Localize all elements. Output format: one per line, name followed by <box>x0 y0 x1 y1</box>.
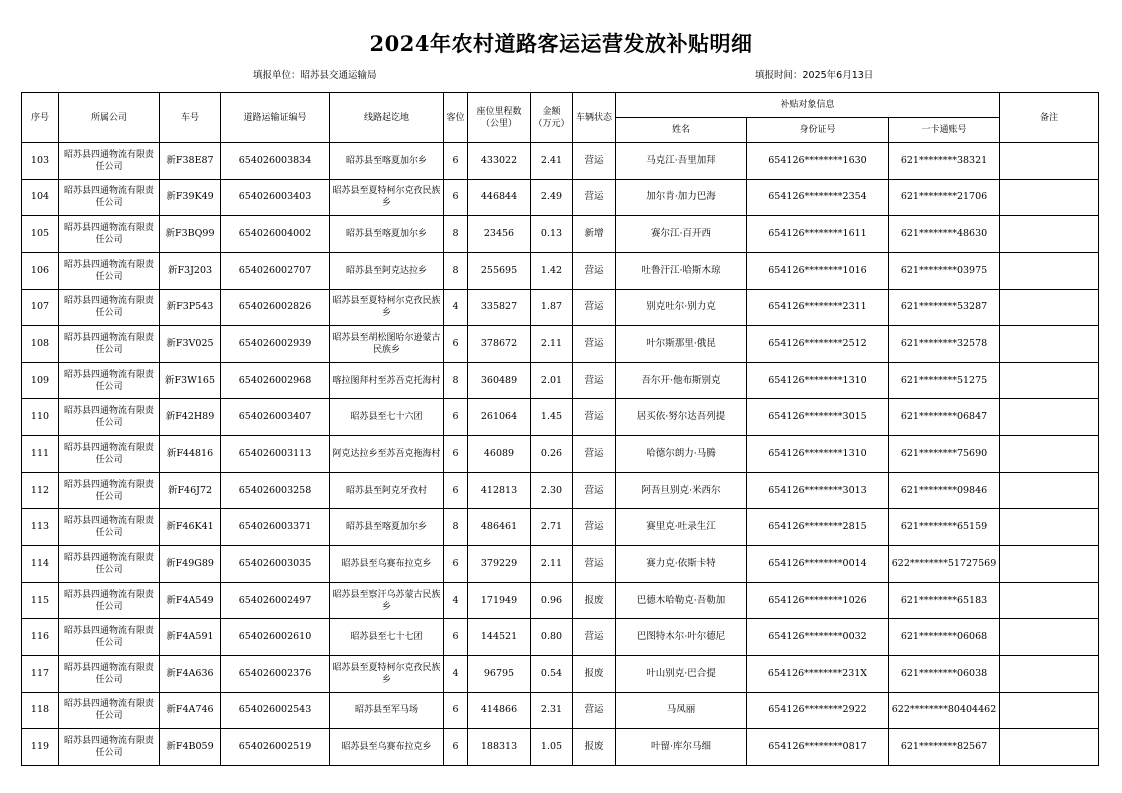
header-seats: 客位 <box>444 93 468 143</box>
cell-status: 营运 <box>573 326 616 363</box>
cell-plate: 新F3BQ99 <box>160 216 221 253</box>
cell-company: 昭苏县四通物流有限责任公司 <box>59 143 160 180</box>
cell-remark <box>1000 729 1099 766</box>
cell-amount: 0.54 <box>531 655 573 692</box>
cell-plate: 新F4A636 <box>160 655 221 692</box>
reporting-unit: 填报单位：昭苏县交通运输局 <box>253 70 377 81</box>
cell-card: 622********80404462 <box>889 692 1000 729</box>
cell-permit: 654026004002 <box>221 216 330 253</box>
cell-company: 昭苏县四通物流有限责任公司 <box>59 436 160 473</box>
cell-plate: 新F49G89 <box>160 546 221 583</box>
cell-remark <box>1000 399 1099 436</box>
cell-seats: 8 <box>444 509 468 546</box>
cell-mileage: 171949 <box>468 582 531 619</box>
cell-status: 报废 <box>573 729 616 766</box>
cell-remark <box>1000 582 1099 619</box>
cell-seq: 105 <box>22 216 59 253</box>
cell-plate: 新F46K41 <box>160 509 221 546</box>
cell-route: 昭苏县至七十六团 <box>330 399 444 436</box>
cell-route: 昭苏县至阿克达拉乡 <box>330 252 444 289</box>
cell-card: 621********82567 <box>889 729 1000 766</box>
cell-permit: 654026002543 <box>221 692 330 729</box>
cell-seq: 113 <box>22 509 59 546</box>
table-header <box>22 93 1099 143</box>
cell-mileage: 412813 <box>468 472 531 509</box>
cell-amount: 2.11 <box>531 546 573 583</box>
header-mileage-line2: （公里） <box>480 118 517 129</box>
cell-mileage: 486461 <box>468 509 531 546</box>
cell-permit: 654026003113 <box>221 436 330 473</box>
cell-id-no: 654126********0014 <box>747 546 889 583</box>
cell-permit: 654026002610 <box>221 619 330 656</box>
cell-plate: 新F3J203 <box>160 252 221 289</box>
cell-id-no: 654126********0817 <box>747 729 889 766</box>
cell-company: 昭苏县四通物流有限责任公司 <box>59 362 160 399</box>
cell-amount: 1.42 <box>531 252 573 289</box>
cell-status: 营运 <box>573 143 616 180</box>
cell-seats: 6 <box>444 326 468 363</box>
cell-id-no: 654126********0032 <box>747 619 889 656</box>
cell-seq: 107 <box>22 289 59 326</box>
table-row <box>22 436 1099 473</box>
cell-status: 营运 <box>573 289 616 326</box>
header-remark: 备注 <box>1000 93 1099 143</box>
cell-permit: 654026002707 <box>221 252 330 289</box>
cell-id-no: 654126********2512 <box>747 326 889 363</box>
cell-seq: 104 <box>22 179 59 216</box>
cell-amount: 2.49 <box>531 179 573 216</box>
cell-seats: 6 <box>444 729 468 766</box>
cell-remark <box>1000 436 1099 473</box>
cell-id-no: 654126********1016 <box>747 252 889 289</box>
cell-name: 叶留·库尔马细 <box>616 729 747 766</box>
header-mileage <box>468 93 531 143</box>
table-row <box>22 399 1099 436</box>
cell-status: 营运 <box>573 399 616 436</box>
cell-route: 昭苏县至军马场 <box>330 692 444 729</box>
cell-seq: 106 <box>22 252 59 289</box>
cell-name: 马克江·吾里加拜 <box>616 143 747 180</box>
cell-card: 621********65183 <box>889 582 1000 619</box>
cell-status: 营运 <box>573 436 616 473</box>
cell-status: 营运 <box>573 252 616 289</box>
cell-seats: 8 <box>444 362 468 399</box>
cell-mileage: 433022 <box>468 143 531 180</box>
cell-status: 营运 <box>573 179 616 216</box>
cell-amount: 2.71 <box>531 509 573 546</box>
cell-permit: 654026003834 <box>221 143 330 180</box>
cell-mileage: 255695 <box>468 252 531 289</box>
cell-permit: 654026002939 <box>221 326 330 363</box>
cell-name: 马凤丽 <box>616 692 747 729</box>
cell-name: 赛力克·依斯卡特 <box>616 546 747 583</box>
cell-seq: 103 <box>22 143 59 180</box>
cell-remark <box>1000 692 1099 729</box>
cell-id-no: 654126********231X <box>747 655 889 692</box>
cell-seq: 119 <box>22 729 59 766</box>
cell-plate: 新F4A746 <box>160 692 221 729</box>
table-row <box>22 252 1099 289</box>
cell-amount: 2.41 <box>531 143 573 180</box>
cell-mileage: 144521 <box>468 619 531 656</box>
cell-seats: 6 <box>444 436 468 473</box>
cell-id-no: 654126********2311 <box>747 289 889 326</box>
header-permit: 道路运输证编号 <box>221 93 330 143</box>
cell-route: 昭苏县至七十七团 <box>330 619 444 656</box>
cell-company: 昭苏县四通物流有限责任公司 <box>59 692 160 729</box>
cell-company: 昭苏县四通物流有限责任公司 <box>59 655 160 692</box>
cell-company: 昭苏县四通物流有限责任公司 <box>59 252 160 289</box>
cell-name: 吾尔开·他布斯别克 <box>616 362 747 399</box>
cell-status: 营运 <box>573 509 616 546</box>
cell-remark <box>1000 546 1099 583</box>
cell-seq: 112 <box>22 472 59 509</box>
cell-permit: 654026002519 <box>221 729 330 766</box>
cell-status: 报废 <box>573 655 616 692</box>
cell-card: 621********06847 <box>889 399 1000 436</box>
cell-remark <box>1000 216 1099 253</box>
cell-name: 赛尔江·百开西 <box>616 216 747 253</box>
cell-seq: 116 <box>22 619 59 656</box>
cell-remark <box>1000 472 1099 509</box>
cell-seats: 6 <box>444 472 468 509</box>
cell-id-no: 654126********1310 <box>747 362 889 399</box>
cell-company: 昭苏县四通物流有限责任公司 <box>59 216 160 253</box>
cell-amount: 1.05 <box>531 729 573 766</box>
cell-plate: 新F44816 <box>160 436 221 473</box>
header-plate: 车号 <box>160 93 221 143</box>
cell-company: 昭苏县四通物流有限责任公司 <box>59 472 160 509</box>
cell-mileage: 335827 <box>468 289 531 326</box>
cell-remark <box>1000 655 1099 692</box>
cell-mileage: 23456 <box>468 216 531 253</box>
cell-status: 新增 <box>573 216 616 253</box>
header-amount-line2: （万元） <box>533 118 570 129</box>
cell-permit: 654026002497 <box>221 582 330 619</box>
cell-company: 昭苏县四通物流有限责任公司 <box>59 289 160 326</box>
table-row <box>22 143 1099 180</box>
header-amount-line1: 金额 <box>542 106 561 117</box>
cell-route: 昭苏县至喀夏加尔乡 <box>330 509 444 546</box>
cell-mileage: 261064 <box>468 399 531 436</box>
header-card: 一卡通账号 <box>889 118 1000 143</box>
header-status: 车辆状态 <box>573 93 616 143</box>
header-name: 姓名 <box>616 118 747 143</box>
cell-card: 621********32578 <box>889 326 1000 363</box>
cell-route: 昭苏县至夏特柯尔克孜民族乡 <box>330 289 444 326</box>
cell-plate: 新F42H89 <box>160 399 221 436</box>
cell-seq: 115 <box>22 582 59 619</box>
cell-seats: 6 <box>444 692 468 729</box>
table-row <box>22 619 1099 656</box>
cell-route: 昭苏县至乌赛布拉克乡 <box>330 729 444 766</box>
cell-company: 昭苏县四通物流有限责任公司 <box>59 582 160 619</box>
header-subsidy-group: 补贴对象信息 <box>616 93 1000 118</box>
cell-seats: 6 <box>444 179 468 216</box>
cell-company: 昭苏县四通物流有限责任公司 <box>59 399 160 436</box>
cell-seats: 6 <box>444 143 468 180</box>
cell-card: 621********06068 <box>889 619 1000 656</box>
cell-company: 昭苏县四通物流有限责任公司 <box>59 326 160 363</box>
page-title: 2024年农村道路客运运营发放补贴明细 <box>369 31 753 56</box>
cell-remark <box>1000 326 1099 363</box>
header-id-no: 身份证号 <box>747 118 889 143</box>
cell-seq: 117 <box>22 655 59 692</box>
cell-seq: 111 <box>22 436 59 473</box>
cell-name: 加尔肯·加力巴海 <box>616 179 747 216</box>
cell-name: 别克吐尔·别力克 <box>616 289 747 326</box>
cell-route: 昭苏县至夏特柯尔克孜民族乡 <box>330 179 444 216</box>
cell-route: 喀拉图拜村至苏吾克托海村 <box>330 362 444 399</box>
cell-status: 营运 <box>573 472 616 509</box>
cell-remark <box>1000 252 1099 289</box>
cell-amount: 0.13 <box>531 216 573 253</box>
cell-card: 621********03975 <box>889 252 1000 289</box>
cell-permit: 654026003371 <box>221 509 330 546</box>
cell-card: 621********09846 <box>889 472 1000 509</box>
cell-permit: 654026002968 <box>221 362 330 399</box>
cell-plate: 新F4B059 <box>160 729 221 766</box>
cell-permit: 654026003258 <box>221 472 330 509</box>
cell-remark <box>1000 143 1099 180</box>
cell-amount: 2.11 <box>531 326 573 363</box>
cell-seats: 8 <box>444 216 468 253</box>
cell-card: 621********75690 <box>889 436 1000 473</box>
cell-route: 昭苏县至胡松图哈尔逊蒙古民族乡 <box>330 326 444 363</box>
cell-id-no: 654126********2922 <box>747 692 889 729</box>
cell-permit: 654026002376 <box>221 655 330 692</box>
cell-route: 昭苏县至喀夏加尔乡 <box>330 143 444 180</box>
cell-id-no: 654126********1630 <box>747 143 889 180</box>
cell-remark <box>1000 362 1099 399</box>
cell-plate: 新F38E87 <box>160 143 221 180</box>
table-row <box>22 362 1099 399</box>
table-row <box>22 546 1099 583</box>
cell-card: 621********06038 <box>889 655 1000 692</box>
cell-plate: 新F3W165 <box>160 362 221 399</box>
cell-amount: 0.26 <box>531 436 573 473</box>
cell-name: 居买依·努尔达吾列提 <box>616 399 747 436</box>
cell-name: 哈德尔朗力·马腾 <box>616 436 747 473</box>
cell-mileage: 96795 <box>468 655 531 692</box>
cell-company: 昭苏县四通物流有限责任公司 <box>59 509 160 546</box>
cell-mileage: 414866 <box>468 692 531 729</box>
cell-seats: 4 <box>444 582 468 619</box>
header-route: 线路起讫地 <box>330 93 444 143</box>
cell-card: 621********53287 <box>889 289 1000 326</box>
cell-name: 巴图特木尔·叶尔德尼 <box>616 619 747 656</box>
cell-seq: 109 <box>22 362 59 399</box>
header-amount <box>531 93 573 143</box>
cell-card: 621********51275 <box>889 362 1000 399</box>
cell-permit: 654026002826 <box>221 289 330 326</box>
cell-seats: 4 <box>444 655 468 692</box>
cell-mileage: 379229 <box>468 546 531 583</box>
cell-seq: 108 <box>22 326 59 363</box>
cell-route: 昭苏县至察汗乌苏蒙古民族乡 <box>330 582 444 619</box>
table-row <box>22 692 1099 729</box>
cell-id-no: 654126********1310 <box>747 436 889 473</box>
cell-seats: 6 <box>444 619 468 656</box>
cell-route: 昭苏县至喀夏加尔乡 <box>330 216 444 253</box>
cell-route: 昭苏县至夏特柯尔克孜民族乡 <box>330 655 444 692</box>
cell-remark <box>1000 179 1099 216</box>
cell-name: 吐鲁汗江·哈斯木琼 <box>616 252 747 289</box>
cell-card: 621********48630 <box>889 216 1000 253</box>
cell-company: 昭苏县四通物流有限责任公司 <box>59 179 160 216</box>
table-row <box>22 655 1099 692</box>
header-company: 所属公司 <box>59 93 160 143</box>
cell-status: 营运 <box>573 692 616 729</box>
cell-permit: 654026003035 <box>221 546 330 583</box>
cell-id-no: 654126********1026 <box>747 582 889 619</box>
cell-id-no: 654126********3013 <box>747 472 889 509</box>
table-row <box>22 289 1099 326</box>
cell-amount: 0.96 <box>531 582 573 619</box>
cell-name: 叶山别克·巴合提 <box>616 655 747 692</box>
cell-id-no: 654126********3015 <box>747 399 889 436</box>
cell-mileage: 188313 <box>468 729 531 766</box>
cell-status: 营运 <box>573 619 616 656</box>
cell-amount: 2.01 <box>531 362 573 399</box>
cell-card: 621********21706 <box>889 179 1000 216</box>
cell-card: 621********65159 <box>889 509 1000 546</box>
cell-card: 622********51727569 <box>889 546 1000 583</box>
cell-route: 昭苏县至阿克牙孜村 <box>330 472 444 509</box>
table-row <box>22 326 1099 363</box>
cell-seq: 118 <box>22 692 59 729</box>
cell-id-no: 654126********1611 <box>747 216 889 253</box>
cell-company: 昭苏县四通物流有限责任公司 <box>59 729 160 766</box>
cell-amount: 1.87 <box>531 289 573 326</box>
cell-mileage: 360489 <box>468 362 531 399</box>
cell-card: 621********38321 <box>889 143 1000 180</box>
cell-name: 叶尔斯那里·俄昆 <box>616 326 747 363</box>
cell-seats: 4 <box>444 289 468 326</box>
cell-remark <box>1000 619 1099 656</box>
header-mileage-line1: 座位里程数 <box>476 106 522 117</box>
reporting-date: 填报时间：2025年6月13日 <box>755 70 874 81</box>
cell-amount: 1.45 <box>531 399 573 436</box>
cell-mileage: 46089 <box>468 436 531 473</box>
cell-remark <box>1000 509 1099 546</box>
header-seq: 序号 <box>22 93 59 143</box>
cell-seq: 110 <box>22 399 59 436</box>
cell-mileage: 446844 <box>468 179 531 216</box>
cell-seats: 6 <box>444 546 468 583</box>
cell-id-no: 654126********2815 <box>747 509 889 546</box>
table-row <box>22 582 1099 619</box>
cell-route: 昭苏县至乌赛布拉克乡 <box>330 546 444 583</box>
table-row <box>22 216 1099 253</box>
cell-company: 昭苏县四通物流有限责任公司 <box>59 619 160 656</box>
cell-remark <box>1000 289 1099 326</box>
cell-mileage: 378672 <box>468 326 531 363</box>
cell-name: 巴德木哈勒克·吾勒加 <box>616 582 747 619</box>
cell-status: 营运 <box>573 546 616 583</box>
cell-plate: 新F3P543 <box>160 289 221 326</box>
cell-amount: 0.80 <box>531 619 573 656</box>
cell-seats: 8 <box>444 252 468 289</box>
cell-plate: 新F46J72 <box>160 472 221 509</box>
table-row <box>22 472 1099 509</box>
cell-amount: 2.30 <box>531 472 573 509</box>
cell-plate: 新F3V025 <box>160 326 221 363</box>
table-row <box>22 179 1099 216</box>
cell-status: 营运 <box>573 362 616 399</box>
table-body <box>22 143 1099 766</box>
cell-seq: 114 <box>22 546 59 583</box>
cell-amount: 2.31 <box>531 692 573 729</box>
cell-name: 赛里克·吐录生江 <box>616 509 747 546</box>
cell-seats: 6 <box>444 399 468 436</box>
cell-id-no: 654126********2354 <box>747 179 889 216</box>
cell-plate: 新F4A591 <box>160 619 221 656</box>
table-row <box>22 729 1099 766</box>
cell-plate: 新F4A549 <box>160 582 221 619</box>
cell-name: 阿吾旦别克·米西尔 <box>616 472 747 509</box>
cell-plate: 新F39K49 <box>160 179 221 216</box>
table-row <box>22 509 1099 546</box>
cell-company: 昭苏县四通物流有限责任公司 <box>59 546 160 583</box>
cell-route: 阿克达拉乡至苏吾克拖海村 <box>330 436 444 473</box>
cell-permit: 654026003407 <box>221 399 330 436</box>
subsidy-table <box>21 92 1099 766</box>
cell-status: 报废 <box>573 582 616 619</box>
cell-permit: 654026003403 <box>221 179 330 216</box>
